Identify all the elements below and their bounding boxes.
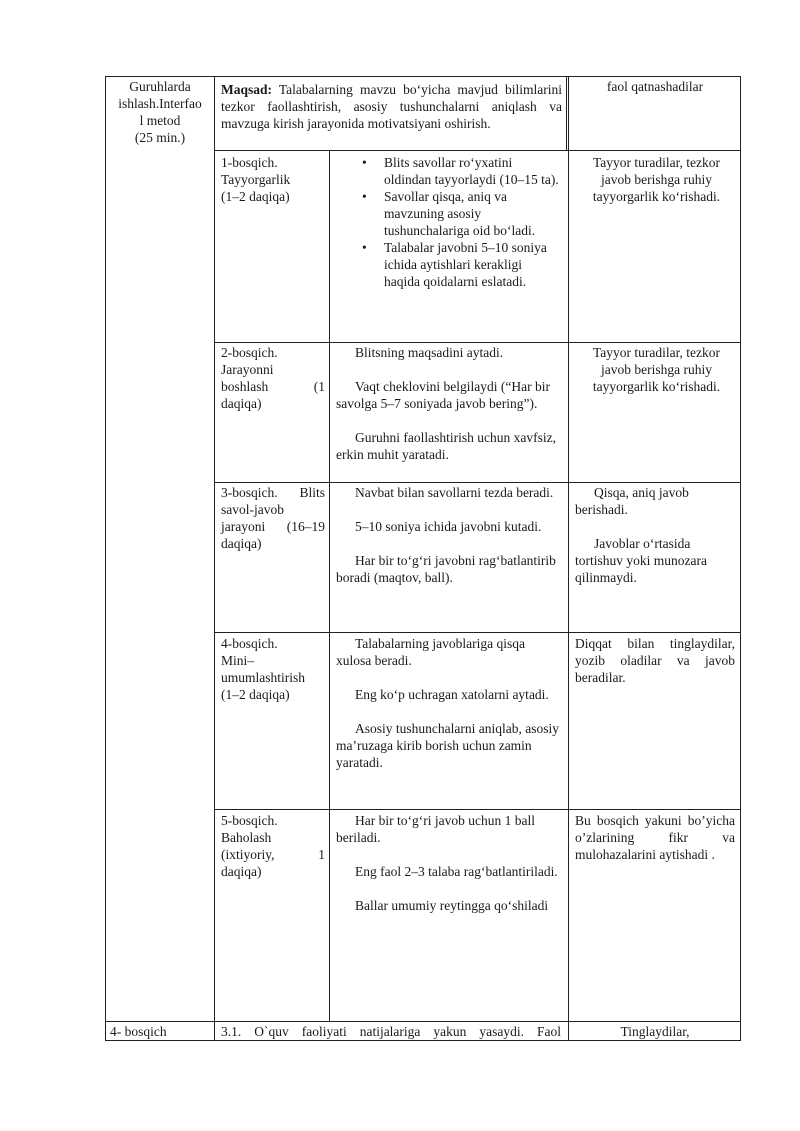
stage-paragraph: Navbat bilan savollarni tezda beradi.	[355, 485, 554, 500]
stage-title-line: daqiqa)	[221, 536, 262, 551]
bottom-teacher	[221, 1023, 561, 1040]
column-divider	[329, 150, 330, 1022]
stage-paragraph: Ballar umumiy reytingga qo‘shiladi	[355, 898, 549, 913]
stage-paragraph: Blitsning maqsadini aytadi.	[355, 345, 504, 360]
table-border-bottom	[105, 1040, 741, 1041]
stage-paragraph: Guruhni faollashtirish uchun xavfsiz, erkin muhit yaratadi.	[336, 430, 556, 462]
stage-2-student	[578, 344, 735, 395]
stage-title-word: (1	[313, 379, 325, 394]
stage-title-line	[221, 518, 325, 535]
stage-student-text: Qisqa, aniq javob berishadi.	[575, 485, 689, 517]
stage-2-teacher	[336, 344, 562, 463]
stage-title-line: 1-bosqich.	[221, 155, 278, 170]
row-divider	[214, 342, 741, 343]
method-title-line: ishlash.Interfao	[118, 96, 202, 111]
stage-title-line: Tayyorgarlik	[221, 172, 291, 187]
stage-title-line: (1–2 daqiqa)	[221, 189, 290, 204]
stage-title-line	[221, 378, 325, 395]
table-border-top	[105, 76, 741, 77]
stage-paragraph: Eng ko‘p uchragan xatolarni aytadi.	[355, 687, 549, 702]
stage-title-line: Baholash	[221, 830, 272, 845]
goal-label: Maqsad:	[221, 82, 273, 97]
stage-title-line: Jarayonni	[221, 362, 274, 377]
stage-title-line: daqiqa)	[221, 396, 262, 411]
bottom-student	[572, 1023, 738, 1040]
stage-paragraph: Har bir to‘g‘ri javobni rag‘batlantirib boradi (maqtov, ball).	[336, 553, 556, 585]
stage-title-line: daqiqa)	[221, 864, 262, 879]
stage-paragraph: Asosiy tushunchalarni aniqlab, asosiy ma’ruzaga kirib borish uchun zamin yaratadi.	[336, 721, 559, 770]
stage-1-student	[578, 154, 735, 205]
goal-cell	[221, 81, 562, 132]
stage-3-teacher	[336, 484, 562, 586]
list-item	[358, 239, 560, 290]
stage-4-student	[575, 635, 735, 686]
stage-student-text: Diqqat bilan tinglaydilar, yozib oladilar va javob beradilar.	[575, 636, 735, 685]
stage-title-word: boshlash	[221, 379, 269, 394]
list-item-text: Talabalar javobni 5–10 soniya ichida aytishlari kerakligi haqida qoidalarni eslatadi.	[384, 240, 547, 289]
row-divider	[105, 1021, 741, 1022]
stage-title-word: jarayoni	[221, 519, 266, 534]
goal-student-cell	[572, 78, 738, 95]
bullet-icon: •	[362, 189, 367, 204]
stage-title-line: savol-javob	[221, 502, 284, 517]
stage-5-student	[575, 812, 735, 863]
column-divider	[566, 76, 567, 151]
stage-title-word: 1	[318, 847, 325, 862]
column-divider	[568, 76, 569, 1041]
stage-title-line: Mini–	[221, 653, 255, 668]
method-title-line: l metod	[139, 113, 181, 128]
stage-title-word: (ixtiyoriy,	[221, 847, 275, 862]
next-stage-text: 4- bosqich	[110, 1024, 167, 1039]
stage-title-line: 5-bosqich.	[221, 813, 278, 828]
bottom-teacher-text: 3.1. O`quv faoliyati natijalariga yakun yasaydi. Faol	[221, 1024, 561, 1039]
method-title-cell	[106, 78, 214, 146]
stage-paragraph: Eng faol 2–3 talaba rag‘batlantiriladi.	[355, 864, 558, 879]
stage-3-title	[221, 484, 325, 552]
stage-title-line	[221, 484, 325, 501]
stage-student-text: Javoblar o‘rtasida tortishuv yoki munozara qilinmaydi.	[575, 536, 707, 585]
list-item-text: Savollar qisqa, aniq va mavzuning asosiy tushunchalariga oid bo‘ladi.	[384, 189, 536, 238]
stage-3-student	[575, 484, 735, 586]
stage-paragraph: Har bir to‘g‘ri javob uchun 1 ball beriladi.	[336, 813, 535, 845]
stage-title-line: 4-bosqich.	[221, 636, 278, 651]
row-divider	[214, 482, 741, 483]
stage-title-word: Blits	[299, 485, 325, 500]
stage-paragraph: Vaqt cheklovini belgilaydi (“Har bir savolga 5–7 soniyada javob bering”).	[336, 379, 550, 411]
column-divider	[214, 76, 215, 1041]
stage-paragraph: Talabalarning javoblariga qisqa xulosa beradi.	[336, 636, 525, 668]
stage-title-line: (1–2 daqiqa)	[221, 687, 290, 702]
stage-title-line: 2-bosqich.	[221, 345, 278, 360]
next-stage-label	[110, 1023, 210, 1040]
method-time: (25 min.)	[134, 130, 186, 145]
stage-title-line	[221, 846, 325, 863]
bottom-student-text: Tinglaydilar,	[620, 1024, 690, 1039]
goal-student-text: faol qatnashadilar	[606, 79, 704, 94]
stage-student-text: Tayyor turadilar, tezkor javob berishga ruhiy tayyorgarlik ko‘rishadi.	[592, 155, 721, 204]
stage-1-title	[221, 154, 325, 205]
list-item	[358, 188, 560, 239]
bullet-icon: •	[362, 240, 367, 255]
table-border-right	[740, 76, 741, 1041]
stage-student-text: Bu bosqich yakuni bo’yicha o’zlarining fikr va mulohazalarini aytishadi .	[575, 813, 735, 862]
stage-title-line: umumlashtirish	[221, 670, 305, 685]
method-title-line: Guruhlarda	[129, 79, 191, 94]
stage-5-title	[221, 812, 325, 880]
table-border-left	[105, 76, 106, 1041]
stage-title-word: (16–19	[286, 519, 325, 534]
stage-4-teacher	[336, 635, 562, 771]
goal-text: Talabalarning mavzu bo‘yicha mavjud bilimlarini tezkor faollashtirish, asosiy tushunchalarni aniqlash va mavzuga kirish jarayonida motivatsiyani oshirish.	[221, 82, 562, 131]
stage-2-title	[221, 344, 325, 412]
stage-student-text: Tayyor turadilar, tezkor javob berishga ruhiy tayyorgarlik ko‘rishadi.	[592, 345, 721, 394]
list-item	[358, 154, 560, 188]
bullet-icon: •	[362, 155, 367, 170]
list-item-text: Blits savollar ro‘yxatini oldindan tayyorlaydi (10–15 ta).	[384, 155, 559, 187]
row-divider	[214, 809, 741, 810]
stage-4-title	[221, 635, 325, 703]
row-divider	[214, 150, 741, 151]
stage-1-teacher	[358, 154, 560, 290]
stage-1-bullet-list	[358, 154, 560, 290]
stage-paragraph: 5–10 soniya ichida javobni kutadi.	[355, 519, 542, 534]
stage-5-teacher	[336, 812, 562, 914]
row-divider	[214, 632, 741, 633]
stage-title-word: 3-bosqich.	[221, 485, 278, 500]
